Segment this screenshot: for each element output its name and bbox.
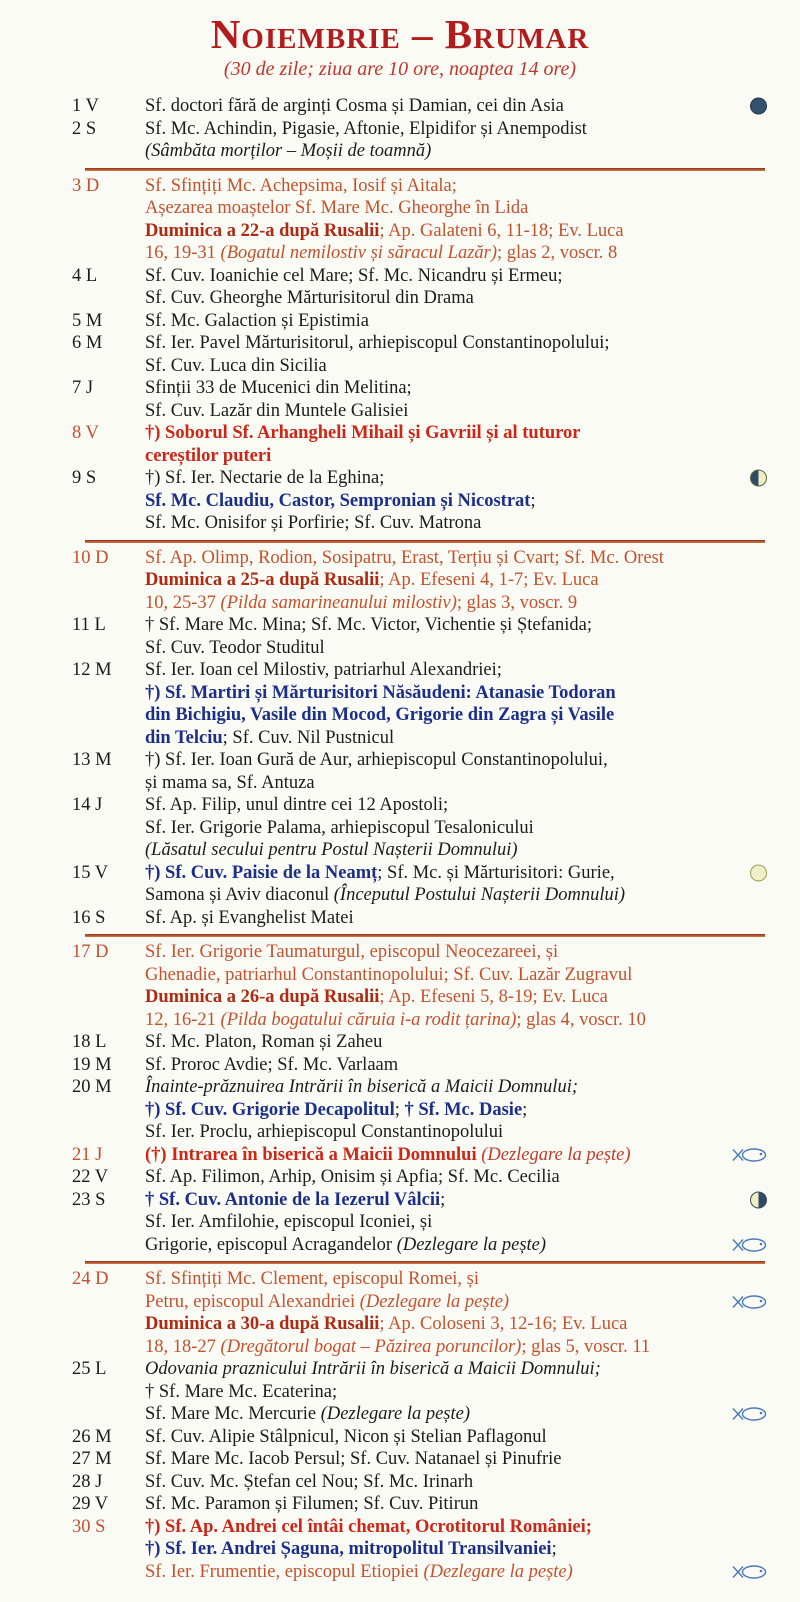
day-entries	[145, 467, 717, 535]
entry-line	[145, 704, 717, 727]
entry-text: (Dezlegare la pește)	[423, 1561, 573, 1582]
day-row	[0, 794, 800, 862]
entry-line	[145, 986, 717, 1009]
entry-text: Petru, episcopul Alexandriei	[145, 1291, 360, 1312]
day-label: 6 M	[72, 333, 103, 353]
entry-line	[145, 95, 717, 118]
entry-line	[145, 1448, 717, 1471]
entry-text: Sf. Mc. Achindin, Pigasie, Aftonie, Elpidifor și Anempodist	[145, 118, 587, 139]
entry-text: Sf. Cuv. Ioanichie cel Mare; Sf. Mc. Nicandru și Ermeu;	[145, 265, 563, 286]
entry-text: Duminica a 30-a după Rusalii	[145, 1314, 380, 1334]
entry-text: Duminica a 22-a după Rusalii	[145, 220, 380, 241]
entry-line	[145, 197, 717, 220]
day-label: 18 L	[72, 1032, 107, 1052]
entry-text: †) Sf. Ier. Ioan Gură de Aur, arhiepiscopul Constantinopolului,	[145, 750, 608, 770]
day-label: 20 M	[72, 1077, 112, 1097]
entry-line	[145, 964, 717, 987]
entry-line	[145, 637, 717, 660]
entry-text: din Telciu	[145, 727, 223, 748]
entry-text: ; glas 2, voscr. 8	[497, 243, 618, 263]
day-entries	[145, 118, 717, 163]
entry-line	[145, 1234, 717, 1257]
entry-text: cereștilor puteri	[145, 445, 272, 466]
fish-icon	[731, 1563, 767, 1580]
day-entries	[145, 1426, 717, 1449]
day-row	[0, 1516, 800, 1584]
entry-line	[145, 118, 717, 141]
entry-line	[145, 1121, 717, 1144]
entry-text: †) Soborul Sf. Arhangheli Mihail și Gavriil și al tuturor	[145, 423, 581, 443]
entry-text: Sf. Sfințiți Mc. Achepsima, Iosif și Aitala;	[145, 175, 457, 196]
entry-text: Sf. Mc. Claudiu, Castor, Sempronian și Nicostrat	[145, 490, 531, 511]
entry-text: Sf. Ap. Filimon, Arhip, Onisim și Apfia; Sf. Mc. Cecilia	[145, 1167, 560, 1187]
day-row	[0, 422, 800, 467]
entry-text: (Dregătorul bogat – Păzirea poruncilor)	[220, 1336, 522, 1357]
day-entries	[145, 332, 717, 377]
entry-text: ; Sf. Cuv. Nil Pustnicul	[222, 727, 395, 748]
new-moon-icon	[750, 98, 767, 115]
entry-text: 16, 19-31	[145, 243, 221, 263]
entry-line	[145, 1358, 717, 1381]
entry-text: Sfinții 33 de Mucenici din Melitina;	[145, 378, 412, 398]
day-row	[0, 118, 800, 163]
day-entries	[145, 614, 717, 659]
day-label: 29 V	[72, 1494, 109, 1514]
day-row	[0, 1076, 800, 1144]
entry-line	[145, 1426, 717, 1449]
entry-line	[145, 1313, 717, 1336]
day-row	[0, 265, 800, 310]
day-label: 25 L	[72, 1359, 107, 1379]
entry-text: Sf. Cuv. Luca din Sicilia	[145, 355, 327, 376]
entry-text: †) Sf. Ier. Andrei Șaguna, mitropolitul Transilvaniei	[145, 1539, 552, 1559]
entry-text: (Dezlegare la pește)	[481, 1144, 631, 1165]
day-entries	[145, 1493, 717, 1516]
entry-line	[145, 1166, 717, 1189]
entry-text: Samona și Aviv diaconul	[145, 885, 334, 905]
day-entries	[145, 265, 717, 310]
entry-line	[145, 862, 717, 885]
entry-line	[145, 1493, 717, 1516]
day-row	[0, 1189, 800, 1257]
day-row	[0, 1471, 800, 1494]
last-quarter-moon-icon	[750, 1191, 767, 1208]
entry-text: Grigorie, episcopul Acragandelor	[145, 1234, 397, 1255]
day-row	[0, 749, 800, 794]
day-row	[0, 175, 800, 265]
entry-text: † Sf. Cuv. Antonie de la Iezerul Vâlcii	[145, 1189, 441, 1210]
day-label: 21 J	[72, 1144, 103, 1165]
day-entries	[145, 377, 717, 422]
fish-icon	[731, 1236, 767, 1253]
entry-text: 12, 16-21	[145, 1009, 221, 1030]
day-row	[0, 659, 800, 749]
entry-line	[145, 1336, 717, 1359]
first-quarter-moon-icon	[750, 470, 767, 487]
day-label: 27 M	[72, 1449, 112, 1469]
entry-line	[145, 1561, 717, 1584]
entry-line	[145, 265, 717, 288]
entry-text: (Lăsatul secului pentru Postul Nașterii Domnului)	[145, 840, 518, 860]
entry-line	[145, 659, 717, 682]
entry-line	[145, 569, 717, 592]
entry-text: †) Sf. Ier. Nectarie de la Eghina;	[145, 468, 385, 488]
day-entries	[145, 1031, 717, 1054]
day-entries	[145, 941, 717, 1031]
day-label: 28 J	[72, 1471, 103, 1492]
entry-text: Sf. Sfințiți Mc. Clement, episcopul Romei, și	[145, 1269, 480, 1289]
day-entries	[145, 1076, 717, 1144]
page-subtitle: (30 de zile; ziua are 10 ore, noaptea 14 ore)	[223, 58, 577, 80]
entry-text: Sf. Cuv. Alipie Stâlpnicul, Nicon și Stelian Paflagonul	[145, 1426, 547, 1447]
day-label: 24 D	[72, 1269, 109, 1289]
entry-text: ; glas 4, voscr. 10	[516, 1009, 646, 1030]
entry-text: (Dezlegare la pește)	[396, 1234, 547, 1255]
page-title: Noiembrie – Brumar	[210, 11, 590, 57]
day-row	[0, 1144, 800, 1167]
first-quarter-moon-icon	[750, 470, 767, 487]
entry-line	[145, 377, 717, 400]
entry-line	[145, 1291, 717, 1314]
day-label: 3 D	[72, 175, 100, 196]
entry-text: ; Ap. Galateni 6, 11-18; Ev. Luca	[379, 220, 624, 241]
day-row	[0, 614, 800, 659]
day-label: 7 J	[72, 378, 94, 398]
full-moon-icon	[750, 864, 767, 881]
day-entries	[145, 1448, 717, 1471]
entry-text: 10, 25-37	[145, 592, 221, 613]
entry-line	[145, 1538, 717, 1561]
entry-text: Așezarea moaștelor Sf. Mare Mc. Gheorghe în Lida	[145, 198, 529, 218]
entry-text: Sf. Ier. Grigorie Taumaturgul, episcopul Neocezareei, și	[145, 942, 559, 962]
entry-line	[145, 332, 717, 355]
day-label: 2 S	[72, 118, 97, 139]
entry-line	[145, 1268, 717, 1291]
entry-line	[145, 547, 717, 570]
day-row	[0, 1054, 800, 1077]
entry-line	[145, 140, 717, 163]
entry-line	[145, 1403, 717, 1426]
day-row	[0, 332, 800, 377]
entry-line	[145, 1516, 717, 1539]
day-row	[0, 1426, 800, 1449]
entry-text: Sf. Ier. Proclu, arhiepiscopul Constantinopolului	[145, 1122, 504, 1142]
fish-icon	[731, 1406, 767, 1423]
day-entries	[145, 1471, 717, 1494]
entry-text: Sf. Cuv. Teodor Studitul	[145, 637, 325, 658]
day-row	[0, 1448, 800, 1471]
day-row	[0, 377, 800, 422]
entry-text: Înainte-prăznuirea Intrării în biserică a Maicii Domnului;	[145, 1077, 578, 1097]
entry-text: Sf. Cuv. Gheorghe Mărturisitorul din Drama	[145, 288, 474, 308]
day-row	[0, 941, 800, 1031]
entry-line	[145, 1189, 717, 1212]
entry-text: ;	[530, 490, 536, 511]
day-row	[0, 310, 800, 333]
entry-text: 18, 18-27	[145, 1336, 221, 1357]
fish-icon	[731, 1146, 767, 1163]
entry-text: (Pilda bogatului căruia i-a rodit țarina)	[220, 1009, 517, 1030]
entry-text: ; Ap. Efeseni 5, 8-19; Ev. Luca	[379, 987, 608, 1007]
entry-text: și mama sa, Sf. Antuza	[145, 772, 315, 793]
entry-text: † Sf. Mare Mc. Mina; Sf. Mc. Victor, Vichentie și Ștefanida;	[145, 615, 592, 635]
sunday-separator-rule	[85, 934, 765, 937]
calendar-list	[0, 95, 800, 1583]
day-row	[0, 1358, 800, 1426]
day-entries	[145, 1268, 717, 1358]
entry-text: (Dezlegare la pește)	[359, 1291, 510, 1312]
day-label: 8 V	[72, 423, 99, 443]
entry-text: Sf. Cuv. Lazăr din Muntele Galisiei	[145, 400, 409, 421]
entry-text: (Începutul Postului Nașterii Domnului)	[333, 885, 626, 905]
entry-line	[145, 1054, 717, 1077]
entry-text: Sf. Ap. Filip, unul dintre cei 12 Apostoli;	[145, 795, 449, 815]
day-label: 12 M	[72, 660, 112, 680]
day-label: 11 L	[72, 615, 106, 635]
entry-line	[145, 242, 717, 265]
day-entries	[145, 1189, 717, 1257]
day-entries	[145, 749, 717, 794]
day-entries	[145, 95, 717, 118]
day-label: 15 V	[72, 862, 109, 883]
last-quarter-moon-icon	[750, 1191, 767, 1208]
full-moon-icon	[750, 864, 767, 881]
entry-text: Sf. Ap. și Evanghelist Matei	[145, 907, 354, 928]
entry-text: †) Sf. Cuv. Paisie de la Neamț	[145, 862, 378, 883]
entry-line	[145, 1031, 717, 1054]
day-row	[0, 95, 800, 118]
day-entries	[145, 794, 717, 862]
entry-text: †) Sf. Ap. Andrei cel întâi chemat, Ocrotitorul României;	[145, 1516, 592, 1537]
day-row	[0, 1031, 800, 1054]
entry-line	[145, 422, 717, 445]
entry-text: ; Ap. Efeseni 4, 1-7; Ev. Luca	[379, 570, 599, 590]
entry-text: Duminica a 26-a după Rusalii	[145, 987, 380, 1007]
day-row	[0, 907, 800, 930]
entry-text: †) Sf. Cuv. Grigorie Decapolitul	[145, 1099, 395, 1120]
entry-line	[145, 614, 717, 637]
day-label: 16 S	[72, 907, 106, 928]
entry-line	[145, 355, 717, 378]
entry-text: † Sf. Mare Mc. Ecaterina;	[145, 1381, 338, 1402]
entry-text: Sf. Ap. Olimp, Rodion, Sosipatru, Erast, Terțiu și Cvart; Sf. Mc. Orest	[145, 547, 664, 568]
entry-line	[145, 592, 717, 615]
day-label: 14 J	[72, 795, 103, 815]
day-row	[0, 1493, 800, 1516]
day-label: 17 D	[72, 942, 109, 962]
day-entries	[145, 1516, 717, 1584]
entry-text: Sf. Mc. Galaction și Epistimia	[145, 310, 370, 331]
day-label: 19 M	[72, 1054, 112, 1075]
day-row	[0, 1166, 800, 1189]
entry-text: Sf. Proroc Avdie; Sf. Mc. Varlaam	[145, 1054, 399, 1075]
new-moon-icon	[750, 98, 767, 115]
day-entries	[145, 1054, 717, 1077]
entry-text: Sf. Mc. Onisifor și Porfirie; Sf. Cuv. Matrona	[145, 513, 482, 533]
day-row	[0, 547, 800, 615]
sunday-separator-rule	[85, 1261, 765, 1264]
entry-line	[145, 490, 717, 513]
entry-line	[145, 445, 717, 468]
entry-text: (Sâmbăta morților – Moșii de toamnă)	[145, 141, 432, 161]
entry-text: Sf. Ier. Grigorie Palama, arhiepiscopul Tesalonicului	[145, 817, 534, 838]
day-label: 9 S	[72, 468, 97, 488]
entry-text: (†) Intrarea în biserică a Maicii Domnului	[145, 1144, 482, 1165]
entry-line	[145, 512, 717, 535]
entry-line	[145, 1076, 717, 1099]
entry-text: ; glas 3, voscr. 9	[456, 592, 578, 613]
entry-text: Sf. doctori fără de arginți Cosma și Damian, cei din Asia	[145, 96, 564, 116]
entry-text: Sf. Ier. Ioan cel Milostiv, patriarhul Alexandriei;	[145, 660, 502, 680]
entry-text: (Bogatul nemilostiv și săracul Lazăr)	[220, 243, 498, 263]
entry-text: ;	[440, 1189, 446, 1210]
entry-text: Sf. Ier. Pavel Mărturisitorul, arhiepiscopul Constantinopolului;	[145, 333, 610, 353]
day-label: 10 D	[72, 547, 109, 568]
day-entries	[145, 310, 717, 333]
entry-line	[145, 1381, 717, 1404]
entry-text: ;	[551, 1539, 557, 1559]
entry-line	[145, 310, 717, 333]
entry-line	[145, 941, 717, 964]
day-entries	[145, 547, 717, 615]
day-entries	[145, 862, 717, 907]
day-label: 13 M	[72, 750, 112, 770]
day-entries	[145, 1144, 717, 1167]
entry-text: Sf. Mc. Paramon și Filumen; Sf. Cuv. Pitirun	[145, 1494, 479, 1514]
day-label: 4 L	[72, 265, 98, 286]
entry-text: Sf. Cuv. Mc. Ștefan cel Nou; Sf. Mc. Irinarh	[145, 1471, 474, 1492]
entry-line	[145, 817, 717, 840]
entry-text: Sf. Ier. Frumentie, episcopul Etiopiei	[145, 1561, 424, 1582]
entry-text: ;	[522, 1099, 528, 1120]
entry-line	[145, 1099, 717, 1122]
day-entries	[145, 1166, 717, 1189]
entry-text: Sf. Mc. Platon, Roman și Zaheu	[145, 1032, 383, 1052]
day-entries	[145, 175, 717, 265]
entry-line	[145, 884, 717, 907]
entry-text: ;	[394, 1099, 405, 1120]
entry-line	[145, 467, 717, 490]
entry-text: Ghenadie, patriarhul Constantinopolului; Sf. Cuv. Lazăr Zugravul	[145, 964, 633, 985]
entry-line	[145, 175, 717, 198]
entry-line	[145, 839, 717, 862]
day-entries	[145, 907, 717, 930]
day-row	[0, 1268, 800, 1358]
day-label: 23 S	[72, 1189, 106, 1210]
entry-line	[145, 772, 717, 795]
entry-text: Sf. Ier. Amfilohie, episcopul Iconiei, și	[145, 1212, 433, 1232]
entry-text: ; glas 5, voscr. 11	[521, 1336, 651, 1357]
sunday-separator-rule	[85, 168, 765, 171]
entry-line	[145, 727, 717, 750]
day-label: 26 M	[72, 1426, 112, 1447]
entry-line	[145, 682, 717, 705]
entry-line	[145, 794, 717, 817]
day-entries	[145, 422, 717, 467]
entry-line	[145, 1144, 717, 1167]
entry-text: (Dezlegare la pește)	[320, 1404, 471, 1424]
day-label: 5 M	[72, 310, 103, 331]
entry-text: (Pilda samarineanului milostiv)	[220, 592, 457, 613]
entry-line	[145, 220, 717, 243]
entry-line	[145, 907, 717, 930]
entry-text: ; Ap. Coloseni 3, 12-16; Ev. Luca	[379, 1314, 628, 1334]
entry-line	[145, 400, 717, 423]
entry-text: Sf. Mare Mc. Mercurie	[145, 1404, 321, 1424]
entry-text: Sf. Mare Mc. Iacob Persul; Sf. Cuv. Natanael și Pinufrie	[145, 1449, 562, 1469]
day-label: 1 V	[72, 96, 99, 116]
day-entries	[145, 1358, 717, 1426]
entry-text: ; Sf. Mc. și Mărturisitori: Gurie,	[377, 862, 615, 883]
entry-text: Odovania praznicului Intrării în biserică a Maicii Domnului;	[145, 1359, 601, 1379]
entry-line	[145, 1009, 717, 1032]
entry-text: Duminica a 25-a după Rusalii	[145, 570, 380, 590]
entry-line	[145, 1471, 717, 1494]
day-entries	[145, 659, 717, 749]
entry-line	[145, 1211, 717, 1234]
entry-text: † Sf. Mc. Dasie	[404, 1099, 523, 1120]
fish-icon	[731, 1293, 767, 1310]
day-row	[0, 467, 800, 535]
entry-text: †) Sf. Martiri și Mărturisitori Năsăudeni: Atanasie Todoran	[145, 682, 616, 703]
calendar-header	[0, 0, 800, 81]
day-row	[0, 862, 800, 907]
entry-line	[145, 749, 717, 772]
entry-line	[145, 287, 717, 310]
entry-text: din Bichigiu, Vasile din Mocod, Grigorie din Zagra și Vasile	[145, 705, 615, 725]
day-label: 22 V	[72, 1167, 109, 1187]
day-label: 30 S	[72, 1516, 106, 1537]
sunday-separator-rule	[85, 540, 765, 543]
